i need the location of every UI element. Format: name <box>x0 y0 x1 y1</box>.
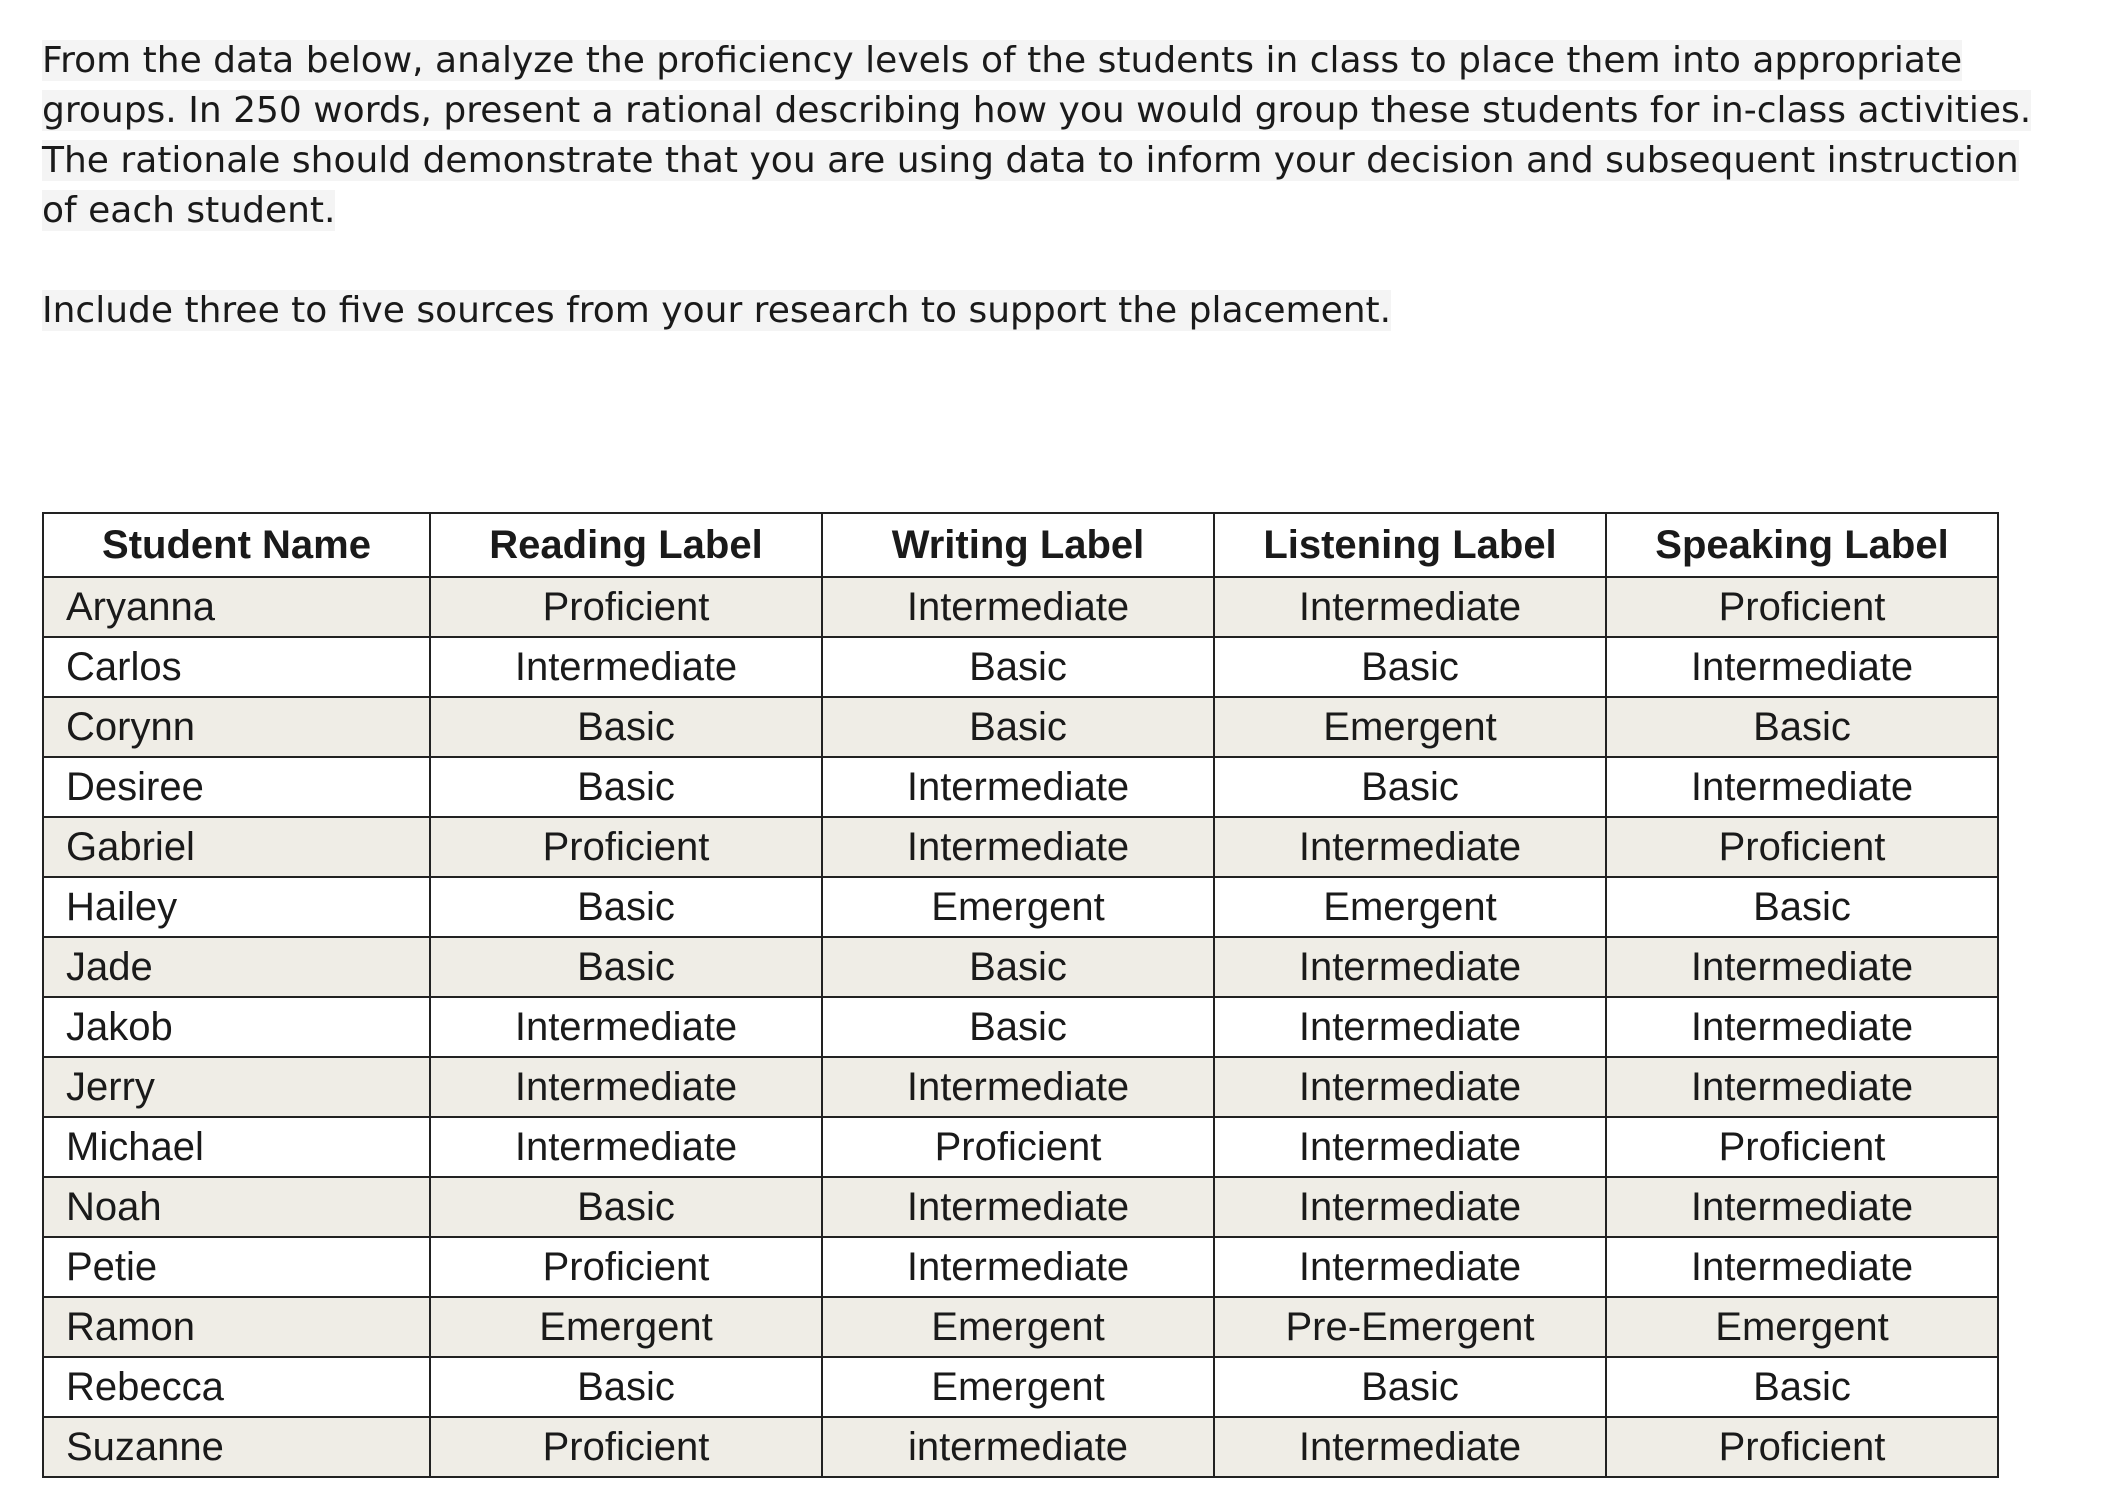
cell-listening-label: Emergent <box>1214 697 1606 757</box>
cell-reading-label: Basic <box>430 1357 822 1417</box>
cell-writing-label: intermediate <box>822 1417 1214 1477</box>
table-row <box>43 997 1998 1057</box>
cell-reading-label: Basic <box>430 937 822 997</box>
header-listening-label: Listening Label <box>1214 513 1606 577</box>
cell-reading-label: Proficient <box>430 1417 822 1477</box>
cell-reading-label: Proficient <box>430 1237 822 1297</box>
cell-student-name: Michael <box>43 1117 430 1177</box>
header-writing-label: Writing Label <box>822 513 1214 577</box>
cell-student-name: Desiree <box>43 757 430 817</box>
cell-writing-label: Intermediate <box>822 1057 1214 1117</box>
header-reading-label: Reading Label <box>430 513 822 577</box>
cell-listening-label: Intermediate <box>1214 1237 1606 1297</box>
cell-listening-label: Intermediate <box>1214 997 1606 1057</box>
cell-reading-label: Basic <box>430 757 822 817</box>
table-row <box>43 937 1998 997</box>
cell-speaking-label: Proficient <box>1606 1117 1998 1177</box>
table-row <box>43 1297 1998 1357</box>
table-row <box>43 1357 1998 1417</box>
cell-writing-label: Intermediate <box>822 817 1214 877</box>
cell-speaking-label: Proficient <box>1606 1417 1998 1477</box>
cell-speaking-label: Intermediate <box>1606 937 1998 997</box>
proficiency-table-container <box>42 512 1999 1478</box>
cell-listening-label: Intermediate <box>1214 1177 1606 1237</box>
cell-student-name: Rebecca <box>43 1357 430 1417</box>
cell-student-name: Jerry <box>43 1057 430 1117</box>
cell-writing-label: Intermediate <box>822 1237 1214 1297</box>
table-row <box>43 817 1998 877</box>
cell-reading-label: Emergent <box>430 1297 822 1357</box>
cell-writing-label: Basic <box>822 937 1214 997</box>
cell-speaking-label: Intermediate <box>1606 637 1998 697</box>
cell-student-name: Ramon <box>43 1297 430 1357</box>
cell-writing-label: Intermediate <box>822 1177 1214 1237</box>
cell-reading-label: Proficient <box>430 817 822 877</box>
cell-student-name: Noah <box>43 1177 430 1237</box>
table-body <box>43 577 1998 1477</box>
cell-writing-label: Emergent <box>822 877 1214 937</box>
header-student-name: Student Name <box>43 513 430 577</box>
table-row <box>43 1117 1998 1177</box>
table-row <box>43 637 1998 697</box>
cell-student-name: Suzanne <box>43 1417 430 1477</box>
cell-speaking-label: Intermediate <box>1606 997 1998 1057</box>
cell-speaking-label: Intermediate <box>1606 757 1998 817</box>
cell-writing-label: Basic <box>822 637 1214 697</box>
cell-listening-label: Intermediate <box>1214 1057 1606 1117</box>
cell-writing-label: Emergent <box>822 1357 1214 1417</box>
header-speaking-label: Speaking Label <box>1606 513 1998 577</box>
cell-writing-label: Basic <box>822 697 1214 757</box>
assignment-instructions <box>42 36 2032 336</box>
cell-speaking-label: Basic <box>1606 877 1998 937</box>
cell-speaking-label: Basic <box>1606 697 1998 757</box>
table-row <box>43 1417 1998 1477</box>
cell-writing-label: Emergent <box>822 1297 1214 1357</box>
table-row <box>43 1237 1998 1297</box>
cell-listening-label: Intermediate <box>1214 1417 1606 1477</box>
cell-speaking-label: Basic <box>1606 1357 1998 1417</box>
cell-listening-label: Intermediate <box>1214 577 1606 637</box>
cell-speaking-label: Intermediate <box>1606 1057 1998 1117</box>
cell-writing-label: Proficient <box>822 1117 1214 1177</box>
cell-writing-label: Intermediate <box>822 577 1214 637</box>
cell-reading-label: Basic <box>430 877 822 937</box>
cell-student-name: Petie <box>43 1237 430 1297</box>
cell-reading-label: Basic <box>430 1177 822 1237</box>
cell-student-name: Gabriel <box>43 817 430 877</box>
cell-listening-label: Emergent <box>1214 877 1606 937</box>
table-header-row <box>43 513 1998 577</box>
cell-listening-label: Intermediate <box>1214 1117 1606 1177</box>
sources-text: Include three to five sources from your research to support the placement. <box>42 290 1392 331</box>
cell-student-name: Jakob <box>43 997 430 1057</box>
cell-listening-label: Intermediate <box>1214 937 1606 997</box>
cell-speaking-label: Intermediate <box>1606 1237 1998 1297</box>
instructions-text: From the data below, analyze the proficiency levels of the students in class to place them into appropriate groups. In 250 words, present a rational describing how you would group these students for in-class activities. The rationale should demonstrate that you are using data to inform your decision and subsequent instruction of each student. <box>42 40 2032 231</box>
table-row <box>43 1177 1998 1237</box>
cell-student-name: Carlos <box>43 637 430 697</box>
cell-student-name: Corynn <box>43 697 430 757</box>
table-row <box>43 757 1998 817</box>
cell-speaking-label: Intermediate <box>1606 1177 1998 1237</box>
cell-speaking-label: Emergent <box>1606 1297 1998 1357</box>
sources-paragraph <box>42 286 2032 336</box>
cell-listening-label: Basic <box>1214 1357 1606 1417</box>
proficiency-table <box>42 512 1999 1478</box>
cell-reading-label: Intermediate <box>430 637 822 697</box>
table-row <box>43 697 1998 757</box>
cell-student-name: Jade <box>43 937 430 997</box>
cell-reading-label: Intermediate <box>430 1117 822 1177</box>
cell-speaking-label: Proficient <box>1606 577 1998 637</box>
cell-listening-label: Pre-Emergent <box>1214 1297 1606 1357</box>
cell-listening-label: Basic <box>1214 637 1606 697</box>
cell-reading-label: Intermediate <box>430 1057 822 1117</box>
instructions-paragraph <box>42 36 2032 236</box>
cell-writing-label: Basic <box>822 997 1214 1057</box>
table-row <box>43 877 1998 937</box>
cell-reading-label: Proficient <box>430 577 822 637</box>
cell-listening-label: Basic <box>1214 757 1606 817</box>
cell-reading-label: Intermediate <box>430 997 822 1057</box>
cell-student-name: Aryanna <box>43 577 430 637</box>
table-row <box>43 1057 1998 1117</box>
cell-listening-label: Intermediate <box>1214 817 1606 877</box>
cell-speaking-label: Proficient <box>1606 817 1998 877</box>
table-row <box>43 577 1998 637</box>
cell-writing-label: Intermediate <box>822 757 1214 817</box>
cell-reading-label: Basic <box>430 697 822 757</box>
cell-student-name: Hailey <box>43 877 430 937</box>
